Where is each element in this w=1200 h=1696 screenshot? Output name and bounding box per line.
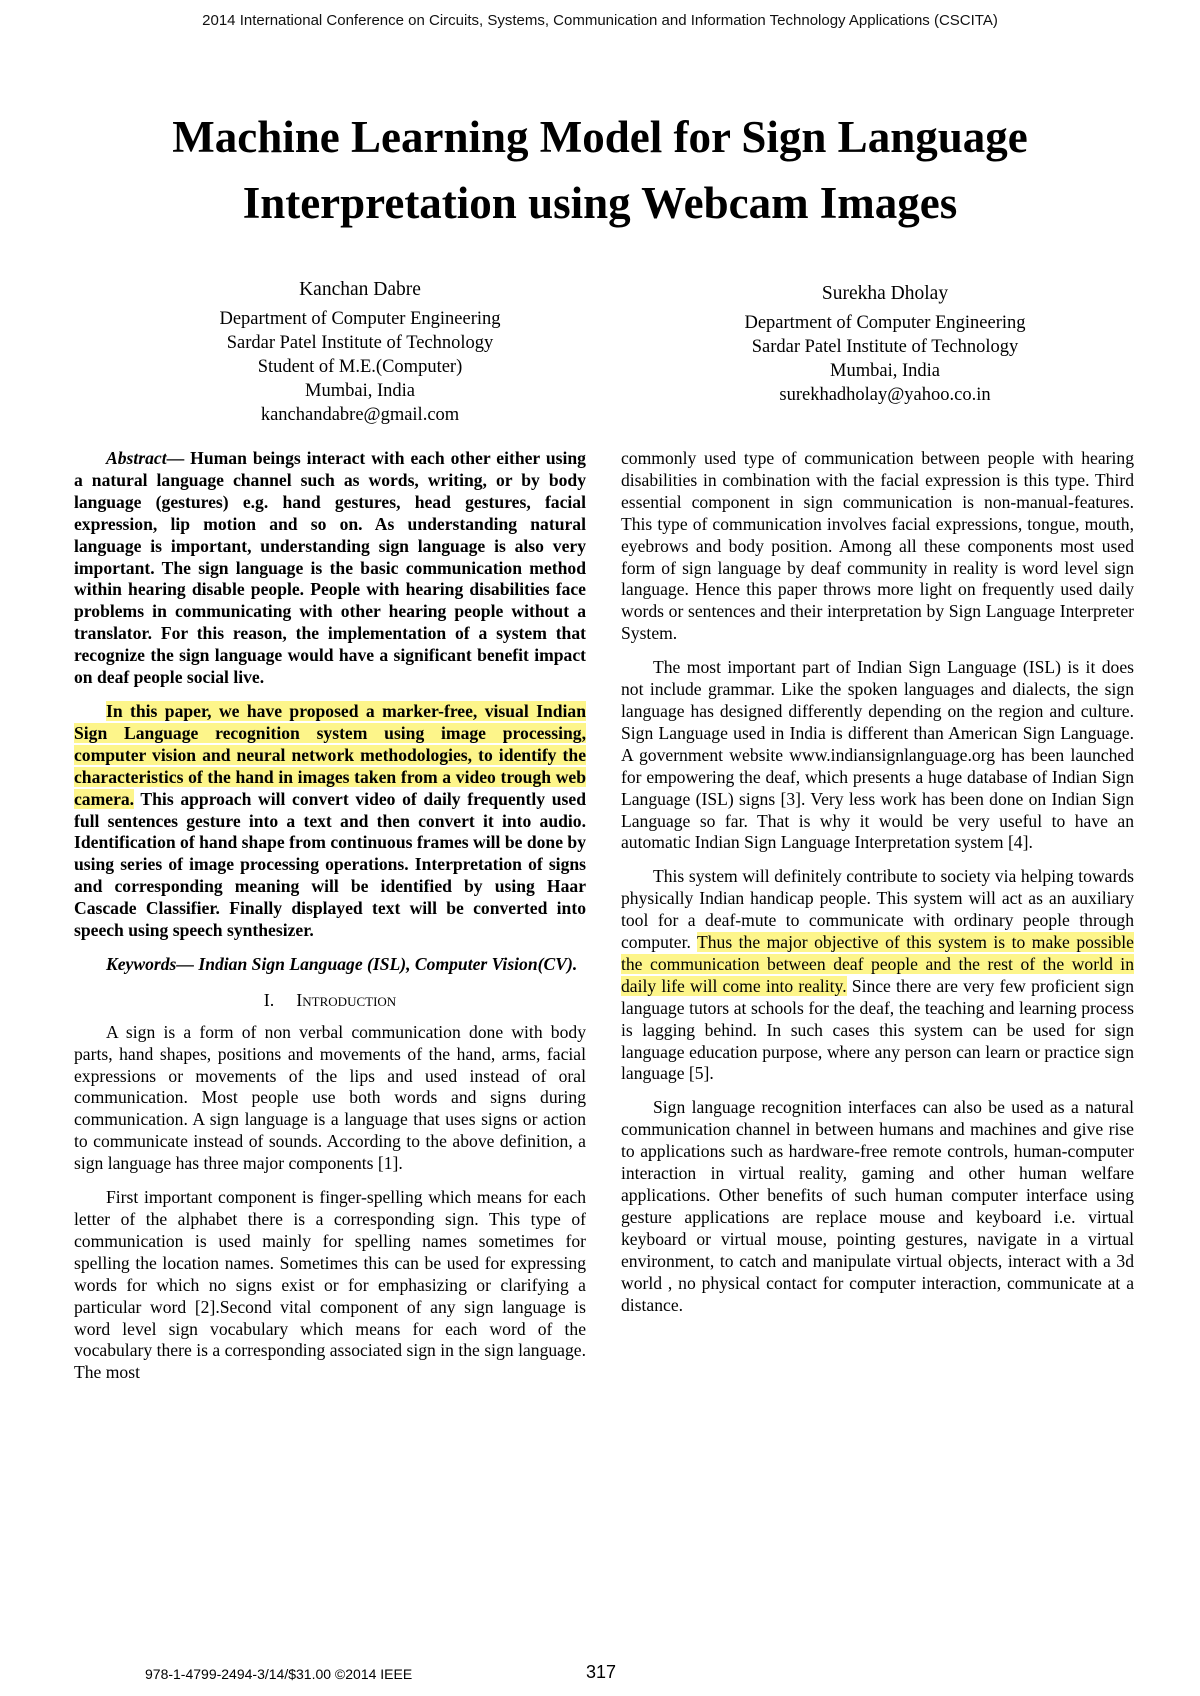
body-paragraph: The most important part of Indian Sign Language (ISL) is it does not include grammar. Like the spoken languages and dialects, the sign language has designed differently depending on the region and culture. Sign Language used in India is different than American Sign Language. A government website www.indiansignlanguage.org has been launched for empowering the deaf, which presents a huge database of Indian Sign Language (ISL) signs [3]. Very less work has been done on Indian Sign Language so far. That is why it would be very useful to have an automatic Indian Sign Language Interpretation system [4].	[621, 657, 1134, 853]
title-line-2: Interpretation using Webcam Images	[242, 178, 958, 228]
body-paragraph: First important component is finger-spelling which means for each letter of the alphabet there is a corresponding sign. This type of communication is used mainly for spelling names sometimes for spelling the location names. Sometimes this can be used for expressing words for which no signs exist or for emphasizing or clarifying a particular word [2].Second vital component of any sign language is word level sign vocabulary which means for each word of the vocabulary there is a corresponding associated sign in the sign language. The most	[74, 1187, 586, 1383]
author-role: Student of M.E.(Computer)	[257, 357, 463, 377]
author-location: Mumbai, India	[305, 381, 415, 401]
title-line-1: Machine Learning Model for Sign Language	[172, 112, 1028, 162]
author-email: kanchandabre@gmail.com	[260, 405, 460, 425]
abstract-text: Human beings interact with each other either using a natural language channel such as words, writing, or by body language (gestures) e.g. hand gestures, head gestures, facial expression, lip motion and so on. As understanding natural language is important, understanding sign language is also very important. The sign language is the basic communication method within hearing disable people. People with hearing disabilities face problems in communicating with other hearing people without a translator. For this reason, the implementation of a system that recognize the sign language would have a significant benefit impact on deaf people social live.	[74, 448, 586, 688]
author-institute: Sardar Patel Institute of Technology	[226, 333, 494, 353]
section-number: I.	[263, 989, 275, 1010]
right-column	[621, 448, 1134, 1328]
abstract-paragraph-2	[74, 701, 586, 942]
body-paragraph: Sign language recognition interfaces can also be used as a natural communication channel in between humans and machines and give rise to applications such as hardware-free remote controls, human-computer interaction in virtual reality, gaming and other human welfare applications. Other benefits of such human computer interface using gesture applications are replace mouse and keyboard i.e. virtual keyboard or virtual mouse, pointing gestures, navigate in a virtual environment, to catch and manipulate virtual objects, interact with a 3d world , no physical contact for computer interaction, communicate at a distance.	[621, 1097, 1134, 1315]
paragraph-text: This system will definitely contribute to society via helping towards physically Indian handicap people. This system will act as an auxiliary tool for a deaf-mute to communicate with ordinary people through computer.	[621, 866, 1134, 953]
page-number: 317	[586, 1662, 617, 1682]
abstract-dash: —	[166, 448, 191, 468]
author-institute: Sardar Patel Institute of Technology	[751, 337, 1019, 357]
paper-title	[60, 104, 1140, 236]
section-heading-introduction	[74, 990, 586, 1012]
paragraph-text-continued: Since there are very few proficient sign language tutors at schools for the deaf, the teaching and learning process is lagging behind. In such cases this system can be used for sign language education purpose, where any person can learn or practice sign language [5].	[621, 975, 1134, 1084]
author-block-2	[650, 282, 1120, 407]
author-block-1	[130, 278, 590, 427]
body-paragraph	[621, 866, 1134, 1085]
section-title: Introduction	[296, 989, 397, 1010]
author-dept: Department of Computer Engineering	[744, 313, 1026, 333]
author-name: Surekha Dholay	[821, 283, 949, 304]
abstract-highlighted-text: In this paper, we have proposed a marker-free, visual Indian Sign Language recognition system using image processing, computer vision and neural network methodologies, to identify the characteristics of the hand in images taken from a video trough web camera.	[74, 700, 586, 809]
conference-header: 2014 International Conference on Circuits, Systems, Communication and Information Technology Applications (CSCITA)	[202, 12, 998, 29]
keywords	[74, 954, 586, 976]
abstract-text-continued: This approach will convert video of daily frequently used full sentences gesture into a text and then convert it into audio. Identification of hand shape from continuous frames will be done by using series of image processing operations. Interpretation of signs and corresponding meaning will be identified by using Haar Cascade Classifier. Finally displayed text will be converted into speech using speech synthesizer.	[74, 788, 586, 941]
left-column	[74, 448, 586, 1396]
body-paragraph: A sign is a form of non verbal communication done with body parts, hand shapes, positions and movements of the hand, arms, facial expressions or movements of the lips and used instead of oral communication. Most people use both words and signs during communication. A sign language is a language that uses signs or action to communicate instead of sounds. According to the above definition, a sign language has three major components [1].	[74, 1021, 586, 1174]
highlighted-text: Thus the major objective of this system is to make possible the communication between deaf people and the rest of the world in daily life will come into reality.	[621, 932, 1134, 996]
author-dept: Department of Computer Engineering	[219, 309, 501, 329]
keywords-label: Keywords—	[106, 953, 194, 974]
author-name: Kanchan Dabre	[299, 279, 421, 300]
author-location: Mumbai, India	[830, 361, 940, 381]
keywords-text: Indian Sign Language (ISL), Computer Vision(CV).	[193, 953, 578, 974]
author-email: surekhadholay@yahoo.co.in	[779, 385, 991, 405]
footer-isbn: 978-1-4799-2494-3/14/$31.00 ©2014 IEEE	[145, 1666, 413, 1682]
abstract-paragraph	[74, 448, 586, 689]
body-paragraph: commonly used type of communication between people with hearing disabilities in combination with the facial expression is this type. Third essential component in sign communication is non-manual-features. This type of communication involves facial expressions, tongue, mouth, eyebrows and body position. Among all these components most used form of sign language by deaf community in reality is word level sign language. Hence this paper throws more light on frequently used daily words or sentences and their interpretation by Sign Language Interpreter System.	[621, 448, 1134, 644]
abstract-label: Abstract	[106, 448, 167, 468]
